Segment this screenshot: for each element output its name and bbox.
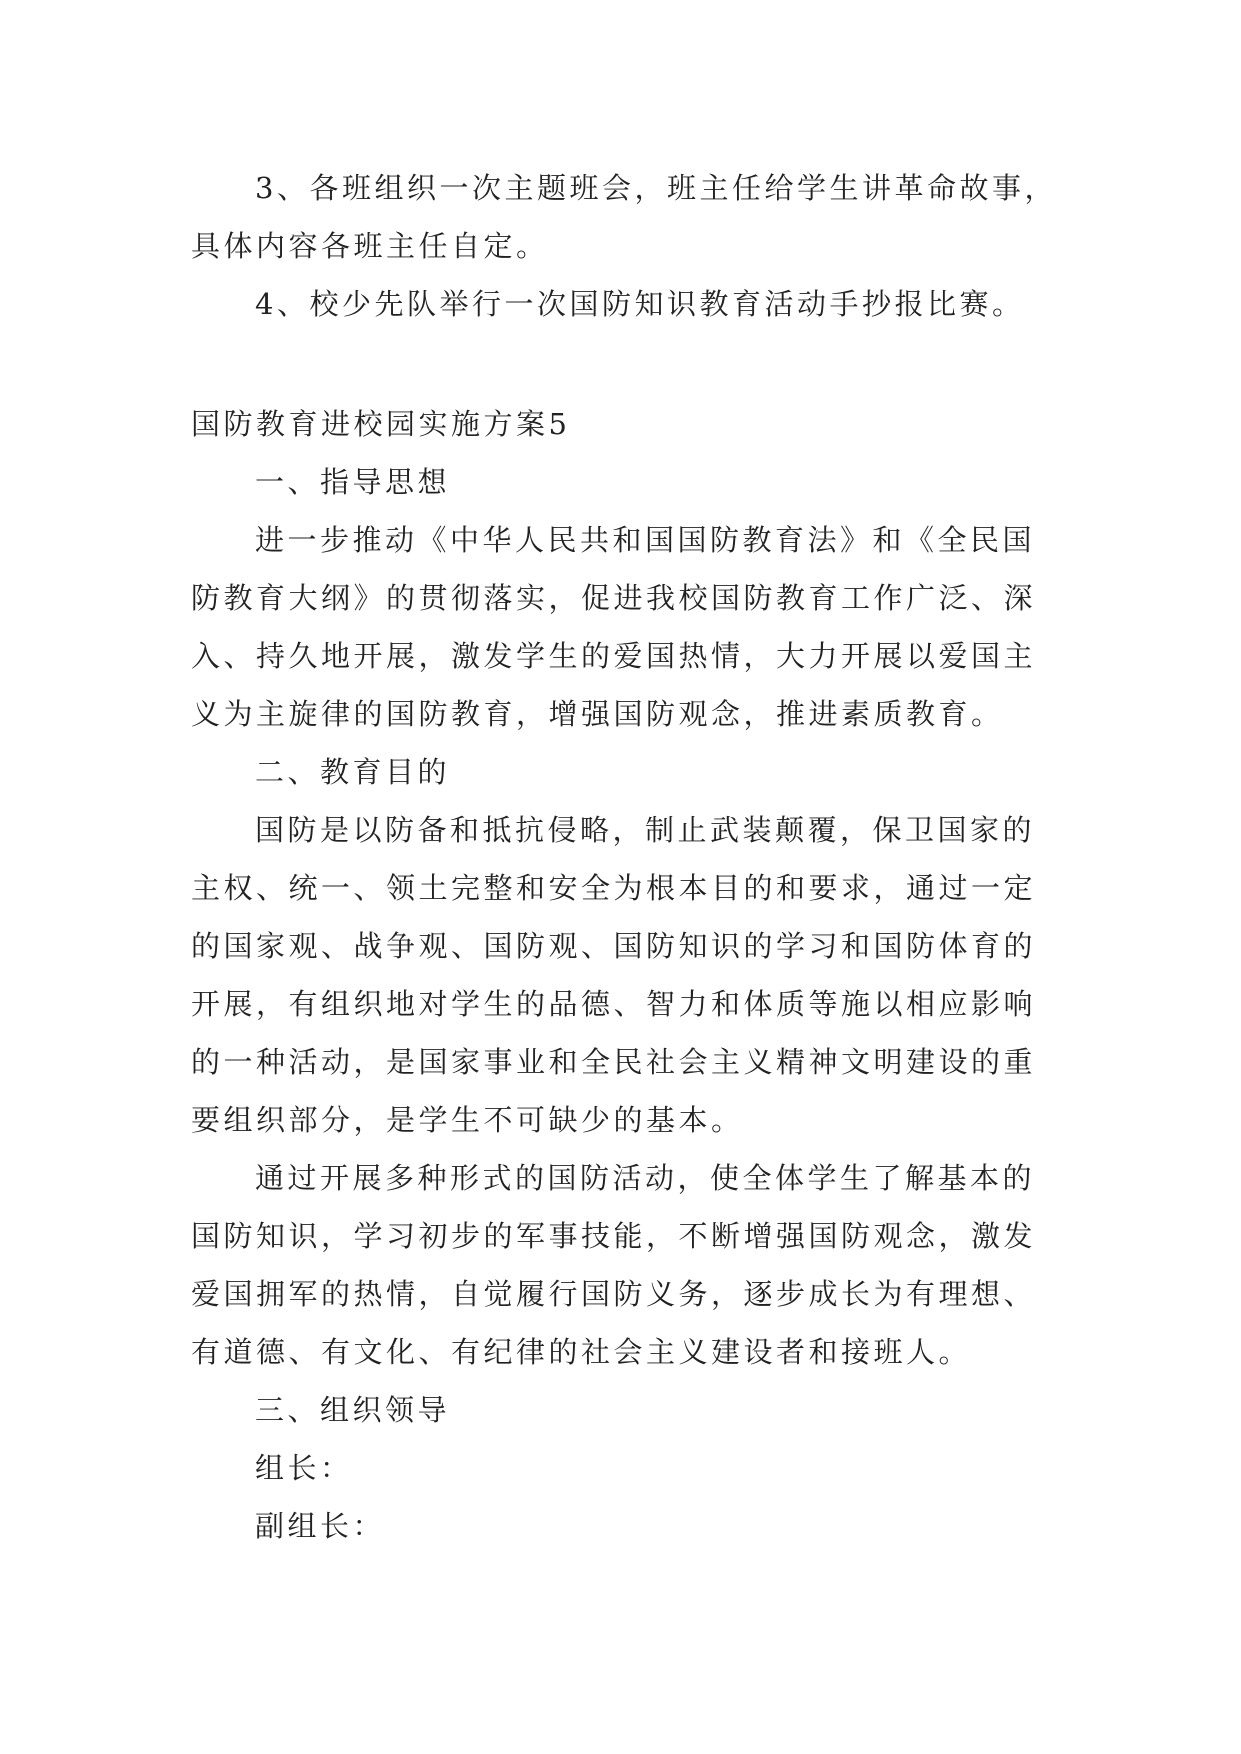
paragraph-line: 国防知识，学习初步的军事技能，不断增强国防观念，激发 xyxy=(191,1219,1037,1253)
paragraph-line: 进一步推动《中华人民共和国国防教育法》和《全民国 xyxy=(255,523,1036,557)
group-leader-label: 组长： xyxy=(255,1451,353,1485)
paragraph-line: 要组织部分，是学生不可缺少的基本。 xyxy=(191,1103,744,1137)
top-section xyxy=(191,159,1071,333)
heading-organization-leadership: 三、组织领导 xyxy=(255,1393,451,1427)
paragraph-line: 具体内容各班主任自定。 xyxy=(191,229,549,263)
paragraph-line: 3、各班组织一次主题班会，班主任给学生讲革命故事， xyxy=(255,171,1057,205)
paragraph-line: 的一种活动，是国家事业和全民社会主义精神文明建设的重 xyxy=(191,1045,1037,1079)
paragraph-line: 有道德、有文化、有纪律的社会主义建设者和接班人。 xyxy=(191,1335,972,1369)
main-section xyxy=(191,395,1071,1555)
deputy-group-leader-label: 副组长： xyxy=(255,1509,386,1543)
section-title: 国防教育进校园实施方案5 xyxy=(191,407,571,441)
paragraph-line: 主权、统一、领土完整和安全为根本目的和要求，通过一定 xyxy=(191,871,1037,905)
heading-education-purpose: 二、教育目的 xyxy=(255,755,451,789)
heading-guiding-thought: 一、指导思想 xyxy=(255,465,451,499)
paragraph-line: 的国家观、战争观、国防观、国防知识的学习和国防体育的 xyxy=(191,929,1037,963)
paragraph-line: 国防是以防备和抵抗侵略，制止武装颠覆，保卫国家的 xyxy=(255,813,1036,847)
paragraph-line: 4、校少先队举行一次国防知识教育活动手抄报比赛。 xyxy=(255,287,1025,321)
paragraph-line: 开展，有组织地对学生的品德、智力和体质等施以相应影响 xyxy=(191,987,1037,1021)
paragraph-line: 通过开展多种形式的国防活动，使全体学生了解基本的 xyxy=(255,1161,1036,1195)
paragraph-line: 义为主旋律的国防教育，增强国防观念，推进素质教育。 xyxy=(191,697,1004,731)
paragraph-line: 入、持久地开展，激发学生的爱国热情，大力开展以爱国主 xyxy=(191,639,1037,673)
paragraph-line: 爱国拥军的热情，自觉履行国防义务，逐步成长为有理想、 xyxy=(191,1277,1037,1311)
paragraph-line: 防教育大纲》的贯彻落实，促进我校国防教育工作广泛、深 xyxy=(191,581,1037,615)
